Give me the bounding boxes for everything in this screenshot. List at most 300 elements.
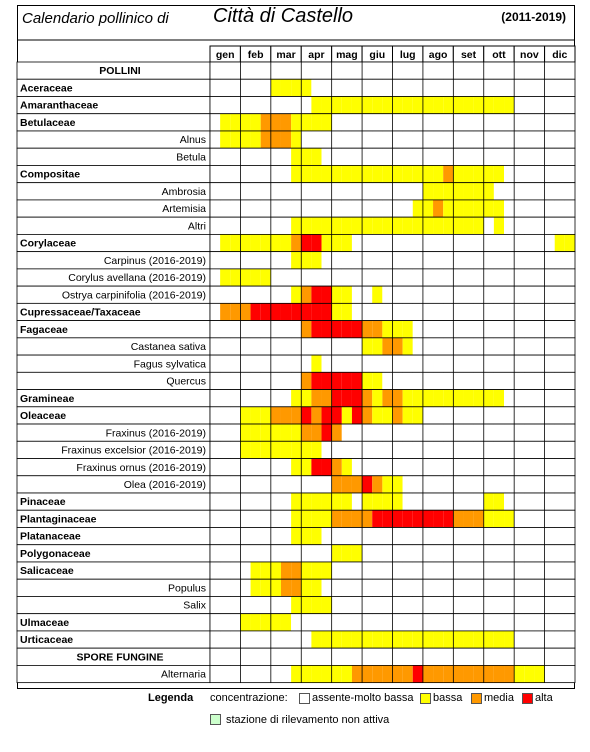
heatmap-cell <box>382 234 392 251</box>
heatmap-cell <box>251 303 261 320</box>
heatmap-cell <box>403 390 413 407</box>
heatmap-cell <box>271 510 281 527</box>
heatmap-cell <box>413 493 423 510</box>
heatmap-cell <box>393 303 403 320</box>
heatmap-cell <box>534 148 544 165</box>
heatmap-cell <box>433 665 443 682</box>
heatmap-cell <box>322 424 332 441</box>
heatmap-cell <box>342 665 352 682</box>
heatmap-cell <box>393 114 403 131</box>
heatmap-cell <box>240 631 250 648</box>
heatmap-cell <box>291 183 301 200</box>
heatmap-cell <box>423 303 433 320</box>
heatmap-cell <box>433 96 443 113</box>
heatmap-cell <box>453 545 463 562</box>
heatmap-cell <box>372 303 382 320</box>
heatmap-cell <box>393 390 403 407</box>
heatmap-cell <box>230 424 240 441</box>
heatmap-cell <box>251 338 261 355</box>
heatmap-cell <box>311 79 321 96</box>
heatmap-cell <box>362 545 372 562</box>
title-prefix: Calendario pollinico di <box>22 10 169 27</box>
heatmap-cell <box>382 321 392 338</box>
heatmap-cell <box>433 234 443 251</box>
heatmap-cell <box>251 183 261 200</box>
heatmap-cell <box>403 424 413 441</box>
heatmap-cell <box>443 183 453 200</box>
heatmap-cell <box>545 527 555 544</box>
heatmap-cell <box>484 355 494 372</box>
heatmap-cell <box>403 579 413 596</box>
heatmap-cell <box>220 596 230 613</box>
heatmap-cell <box>311 459 321 476</box>
heatmap-cell <box>332 545 342 562</box>
heatmap-cell <box>291 510 301 527</box>
heatmap-cell <box>261 303 271 320</box>
heatmap-cell <box>474 234 484 251</box>
heatmap-cell <box>474 614 484 631</box>
heatmap-cell <box>382 114 392 131</box>
heatmap-cell <box>565 114 575 131</box>
heatmap-cell <box>524 545 534 562</box>
taxon-label: Carpinus (2016-2019) <box>103 254 206 267</box>
heatmap-cell <box>524 96 534 113</box>
heatmap-cell <box>322 476 332 493</box>
heatmap-cell <box>281 200 291 217</box>
heatmap-cell <box>403 459 413 476</box>
heatmap-cell <box>524 269 534 286</box>
heatmap-cell <box>322 355 332 372</box>
heatmap-cell <box>362 183 372 200</box>
heatmap-cell <box>494 527 504 544</box>
heatmap-cell <box>514 441 524 458</box>
heatmap-cell <box>271 596 281 613</box>
heatmap-cell <box>494 286 504 303</box>
heatmap-cell <box>534 390 544 407</box>
heatmap-cell <box>291 390 301 407</box>
heatmap-cell <box>443 200 453 217</box>
heatmap-cell <box>261 545 271 562</box>
heatmap-cell <box>220 114 230 131</box>
heatmap-cell <box>433 545 443 562</box>
heatmap-cell <box>251 217 261 234</box>
heatmap-cell <box>301 631 311 648</box>
heatmap-cell <box>322 562 332 579</box>
heatmap-cell <box>352 234 362 251</box>
heatmap-cell <box>534 183 544 200</box>
taxon-label: Altri <box>187 220 206 233</box>
heatmap-cell <box>555 338 565 355</box>
heatmap-cell <box>332 372 342 389</box>
heatmap-cell <box>382 596 392 613</box>
heatmap-cell <box>322 579 332 596</box>
heatmap-cell <box>393 579 403 596</box>
heatmap-cell <box>514 114 524 131</box>
heatmap-cell <box>453 596 463 613</box>
heatmap-cell <box>484 579 494 596</box>
heatmap-cell <box>240 269 250 286</box>
heatmap-cell <box>494 510 504 527</box>
heatmap-cell <box>352 252 362 269</box>
heatmap-cell <box>372 424 382 441</box>
heatmap-cell <box>281 665 291 682</box>
heatmap-cell <box>524 303 534 320</box>
heatmap-cell <box>230 527 240 544</box>
heatmap-cell <box>463 631 473 648</box>
heatmap-cell <box>352 148 362 165</box>
heatmap-cell <box>494 79 504 96</box>
heatmap-cell <box>220 545 230 562</box>
heatmap-cell <box>565 665 575 682</box>
heatmap-cell <box>342 286 352 303</box>
heatmap-cell <box>484 183 494 200</box>
heatmap-cell <box>382 459 392 476</box>
heatmap-cell <box>220 476 230 493</box>
heatmap-cell <box>230 217 240 234</box>
heatmap-cell <box>534 96 544 113</box>
heatmap-cell <box>332 183 342 200</box>
heatmap-cell <box>240 234 250 251</box>
heatmap-cell <box>291 407 301 424</box>
heatmap-cell <box>322 372 332 389</box>
heatmap-cell <box>514 96 524 113</box>
heatmap-cell <box>413 96 423 113</box>
heatmap-cell <box>240 665 250 682</box>
heatmap-cell <box>251 562 261 579</box>
heatmap-cell <box>311 303 321 320</box>
row-label-cell <box>17 596 210 613</box>
heatmap-cell <box>311 372 321 389</box>
heatmap-cell <box>322 510 332 527</box>
heatmap-cell <box>230 459 240 476</box>
heatmap-cell <box>545 269 555 286</box>
heatmap-cell <box>301 665 311 682</box>
heatmap-cell <box>372 183 382 200</box>
heatmap-cell <box>413 631 423 648</box>
heatmap-cell <box>393 183 403 200</box>
heatmap-cell <box>555 545 565 562</box>
heatmap-cell <box>372 200 382 217</box>
heatmap-cell <box>494 545 504 562</box>
heatmap-cell <box>291 217 301 234</box>
heatmap-cell <box>362 476 372 493</box>
taxon-label: Aceraceae <box>20 82 73 95</box>
heatmap-cell <box>555 424 565 441</box>
taxon-label: Pinaceae <box>20 496 66 509</box>
heatmap-cell <box>474 183 484 200</box>
heatmap-cell <box>240 321 250 338</box>
heatmap-cell <box>484 476 494 493</box>
heatmap-cell <box>240 165 250 182</box>
heatmap-cell <box>453 165 463 182</box>
heatmap-cell <box>555 183 565 200</box>
heatmap-cell <box>271 286 281 303</box>
heatmap-cell <box>393 441 403 458</box>
heatmap-cell <box>382 545 392 562</box>
heatmap-cell <box>220 131 230 148</box>
heatmap-cell <box>342 441 352 458</box>
heatmap-cell <box>433 79 443 96</box>
heatmap-cell <box>271 269 281 286</box>
heatmap-cell <box>504 338 514 355</box>
heatmap-cell <box>220 165 230 182</box>
heatmap-cell <box>240 476 250 493</box>
heatmap-cell <box>342 459 352 476</box>
heatmap-cell <box>545 441 555 458</box>
heatmap-cell <box>251 114 261 131</box>
heatmap-cell <box>352 665 362 682</box>
heatmap-cell <box>352 510 362 527</box>
heatmap-cell <box>301 200 311 217</box>
heatmap-cell <box>301 390 311 407</box>
legend-title: Legenda <box>148 692 194 704</box>
heatmap-cell <box>433 286 443 303</box>
heatmap-cell <box>220 183 230 200</box>
heatmap-cell <box>413 355 423 372</box>
heatmap-cell <box>271 545 281 562</box>
heatmap-cell <box>240 355 250 372</box>
heatmap-cell <box>403 614 413 631</box>
heatmap-cell <box>322 165 332 182</box>
heatmap-cell <box>565 321 575 338</box>
heatmap-cell <box>251 200 261 217</box>
heatmap-cell <box>382 131 392 148</box>
heatmap-cell <box>311 252 321 269</box>
heatmap-cell <box>565 200 575 217</box>
heatmap-cell <box>393 372 403 389</box>
heatmap-cell <box>342 476 352 493</box>
heatmap-cell <box>555 269 565 286</box>
heatmap-cell <box>393 631 403 648</box>
heatmap-cell <box>463 217 473 234</box>
heatmap-cell <box>403 165 413 182</box>
heatmap-cell <box>423 338 433 355</box>
month-label: apr <box>308 49 325 61</box>
heatmap-cell <box>504 407 514 424</box>
heatmap-cell <box>382 372 392 389</box>
legend-label-medium: media <box>484 692 514 704</box>
heatmap-cell <box>311 631 321 648</box>
heatmap-cell <box>352 562 362 579</box>
heatmap-cell <box>301 79 311 96</box>
heatmap-cell <box>301 96 311 113</box>
heatmap-cell <box>210 545 220 562</box>
heatmap-cell <box>524 165 534 182</box>
heatmap-cell <box>230 407 240 424</box>
heatmap-cell <box>413 286 423 303</box>
heatmap-cell <box>423 372 433 389</box>
heatmap-cell <box>443 114 453 131</box>
heatmap-cell <box>332 234 342 251</box>
heatmap-cell <box>555 596 565 613</box>
heatmap-cell <box>474 338 484 355</box>
heatmap-cell <box>565 510 575 527</box>
heatmap-cell <box>545 510 555 527</box>
heatmap-cell <box>240 407 250 424</box>
heatmap-cell <box>261 183 271 200</box>
heatmap-cell <box>524 510 534 527</box>
heatmap-cell <box>291 459 301 476</box>
heatmap-cell <box>565 390 575 407</box>
heatmap-cell <box>210 355 220 372</box>
heatmap-cell <box>281 579 291 596</box>
heatmap-cell <box>494 303 504 320</box>
heatmap-cell <box>565 407 575 424</box>
heatmap-cell <box>514 527 524 544</box>
heatmap-cell <box>372 562 382 579</box>
heatmap-cell <box>311 217 321 234</box>
heatmap-cell <box>342 545 352 562</box>
heatmap-cell <box>423 665 433 682</box>
heatmap-cell <box>514 131 524 148</box>
heatmap-cell <box>484 217 494 234</box>
heatmap-cell <box>433 355 443 372</box>
heatmap-cell <box>443 510 453 527</box>
heatmap-cell <box>433 131 443 148</box>
heatmap-cell <box>230 562 240 579</box>
heatmap-cell <box>524 183 534 200</box>
heatmap-cell <box>524 355 534 372</box>
heatmap-cell <box>230 372 240 389</box>
heatmap-cell <box>443 390 453 407</box>
heatmap-cell <box>352 165 362 182</box>
heatmap-cell <box>362 200 372 217</box>
heatmap-cell <box>474 252 484 269</box>
heatmap-cell <box>393 286 403 303</box>
heatmap-cell <box>382 493 392 510</box>
heatmap-cell <box>393 545 403 562</box>
heatmap-cell <box>494 200 504 217</box>
heatmap-cell <box>372 476 382 493</box>
heatmap-cell <box>393 338 403 355</box>
heatmap-cell <box>423 493 433 510</box>
legend-swatch-medium <box>471 693 482 704</box>
heatmap-cell <box>474 631 484 648</box>
heatmap-cell <box>281 476 291 493</box>
heatmap-cell <box>362 148 372 165</box>
heatmap-cell <box>220 252 230 269</box>
heatmap-cell <box>393 355 403 372</box>
month-label: dic <box>552 49 568 61</box>
heatmap-cell <box>514 148 524 165</box>
heatmap-cell <box>524 441 534 458</box>
heatmap-cell <box>342 372 352 389</box>
heatmap-cell <box>453 148 463 165</box>
heatmap-cell <box>423 321 433 338</box>
heatmap-cell <box>443 96 453 113</box>
heatmap-cell <box>362 579 372 596</box>
heatmap-cell <box>362 165 372 182</box>
heatmap-cell <box>352 338 362 355</box>
heatmap-cell <box>504 303 514 320</box>
heatmap-cell <box>382 424 392 441</box>
heatmap-cell <box>251 390 261 407</box>
heatmap-cell <box>372 234 382 251</box>
heatmap-cell <box>413 614 423 631</box>
heatmap-cell <box>352 303 362 320</box>
heatmap-cell <box>555 79 565 96</box>
heatmap-cell <box>210 234 220 251</box>
heatmap-cell <box>261 286 271 303</box>
heatmap-cell <box>352 441 362 458</box>
heatmap-cell <box>393 527 403 544</box>
heatmap-cell <box>555 217 565 234</box>
heatmap-cell <box>230 96 240 113</box>
heatmap-cell <box>362 303 372 320</box>
heatmap-cell <box>220 372 230 389</box>
heatmap-cell <box>251 424 261 441</box>
heatmap-cell <box>311 355 321 372</box>
heatmap-cell <box>271 165 281 182</box>
heatmap-cell <box>423 200 433 217</box>
heatmap-cell <box>301 165 311 182</box>
heatmap-cell <box>484 286 494 303</box>
heatmap-cell <box>382 562 392 579</box>
heatmap-cell <box>545 96 555 113</box>
heatmap-cell <box>453 79 463 96</box>
heatmap-cell <box>281 269 291 286</box>
taxon-label: Salix <box>183 599 206 612</box>
heatmap-cell <box>545 321 555 338</box>
heatmap-cell <box>463 286 473 303</box>
heatmap-cell <box>281 527 291 544</box>
heatmap-cell <box>230 338 240 355</box>
heatmap-cell <box>565 441 575 458</box>
heatmap-cell <box>534 579 544 596</box>
heatmap-cell <box>210 303 220 320</box>
heatmap-cell <box>322 390 332 407</box>
heatmap-cell <box>484 493 494 510</box>
heatmap-cell <box>433 424 443 441</box>
heatmap-cell <box>524 631 534 648</box>
heatmap-cell <box>342 131 352 148</box>
heatmap-cell <box>311 545 321 562</box>
heatmap-cell <box>271 459 281 476</box>
heatmap-cell <box>240 596 250 613</box>
heatmap-cell <box>474 165 484 182</box>
heatmap-cell <box>545 217 555 234</box>
heatmap-cell <box>453 562 463 579</box>
heatmap-cell <box>372 459 382 476</box>
heatmap-cell <box>484 441 494 458</box>
heatmap-cell <box>514 390 524 407</box>
heatmap-cell <box>504 217 514 234</box>
heatmap-cell <box>524 407 534 424</box>
heatmap-cell <box>230 390 240 407</box>
heatmap-cell <box>220 234 230 251</box>
heatmap-cell <box>463 321 473 338</box>
heatmap-cell <box>311 527 321 544</box>
heatmap-cell <box>251 665 261 682</box>
heatmap-cell <box>251 459 261 476</box>
heatmap-cell <box>220 579 230 596</box>
heatmap-cell <box>474 476 484 493</box>
heatmap-cell <box>362 355 372 372</box>
heatmap-cell <box>453 510 463 527</box>
heatmap-cell <box>352 545 362 562</box>
heatmap-cell <box>240 131 250 148</box>
heatmap-cell <box>352 459 362 476</box>
heatmap-cell <box>565 424 575 441</box>
heatmap-cell <box>210 510 220 527</box>
heatmap-cell <box>494 131 504 148</box>
heatmap-cell <box>342 579 352 596</box>
heatmap-cell <box>230 286 240 303</box>
heatmap-cell <box>291 269 301 286</box>
heatmap-cell <box>423 596 433 613</box>
heatmap-cell <box>251 596 261 613</box>
heatmap-cell <box>281 355 291 372</box>
